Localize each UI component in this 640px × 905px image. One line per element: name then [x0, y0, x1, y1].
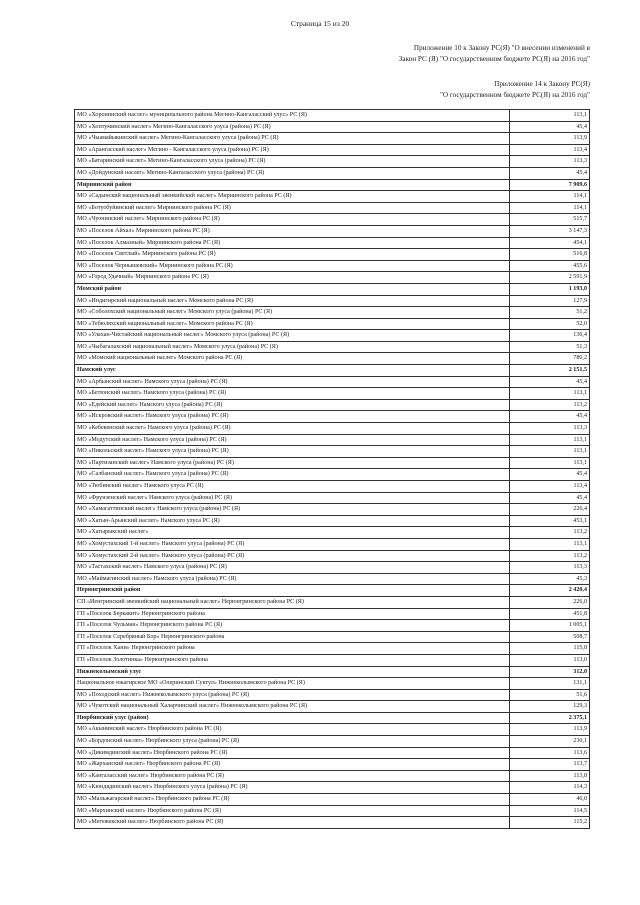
table-row: [75, 423, 590, 435]
table-group-row: [75, 365, 590, 377]
table-row: [75, 817, 590, 829]
table-row: [75, 446, 590, 458]
table-row: [75, 411, 590, 423]
amount-cell: 114,3: [510, 782, 590, 794]
amount-cell: 2 420,4: [510, 585, 590, 597]
municipality-name-cell: МО «Чыамайыкинский наслег» Мегино-Кангаласского улуса (района) РС (Я): [75, 133, 510, 145]
municipality-name-cell: МО «Кебекенский наслег» Намского улуса (района) РС (Я): [75, 423, 510, 435]
table-row: [75, 318, 590, 330]
amount-cell: 455,6: [510, 260, 590, 272]
table-row: [75, 504, 590, 516]
municipality-name-cell: МО «Поселок Алмазный» Мирнинского района РС (Я): [75, 237, 510, 249]
municipality-name-cell: МО «Чыбагалахский национальный наслег» Момского улуса (района) РС (Я): [75, 341, 510, 353]
table-row: [75, 399, 590, 411]
municipality-name-cell: МО «Улахан-Чистайский национальный наслег» Момского улуса (района) РС (Я): [75, 330, 510, 342]
table-row: [75, 330, 590, 342]
table-row: [75, 167, 590, 179]
municipality-name-cell: МО «Хоронинский наслег» муниципального района Мегино-Кангаласский улус» РС (Я): [75, 110, 510, 122]
municipality-name-cell: МО «Садынский национальный эвенкийский наслег» Мирнинского района РС (Я): [75, 191, 510, 203]
municipality-name-cell: ГП «Поселок Золотинка» Нерюнгринского района: [75, 654, 510, 666]
amount-cell: 113,8: [510, 770, 590, 782]
table-row: [75, 596, 590, 608]
table-row: [75, 794, 590, 806]
table-row: [75, 156, 590, 168]
table-row: [75, 573, 590, 585]
municipality-name-cell: МО «Партизанский наслег» Намского улуса (района) РС (Я): [75, 457, 510, 469]
table-row: [75, 121, 590, 133]
amount-cell: 113,1: [510, 388, 590, 400]
amount-cell: 131,1: [510, 678, 590, 690]
municipality-name-cell: МО «Жарханский наслег» Нюрбинского района РС (Я): [75, 759, 510, 771]
table-row: [75, 237, 590, 249]
municipality-name-cell: СП «Иенгринский эвенкийский национальный наслег» Нерюнгринского района РС (Я): [75, 596, 510, 608]
municipality-name-cell: МО «Дойдунский наслег» Мегино-Кангаласского улуса (района) РС (Я): [75, 167, 510, 179]
table-row: [75, 678, 590, 690]
table-row: [75, 249, 590, 261]
amount-cell: 115,8: [510, 643, 590, 655]
amount-cell: 113,9: [510, 724, 590, 736]
municipality-name-cell: МО «Батаринский наслег» Мегино-Кангаласского улуса (района) РС (Я): [75, 156, 510, 168]
amount-cell: 2 375,1: [510, 712, 590, 724]
municipality-name-cell: ГП «Поселок Хани» Нерюнгринского района: [75, 643, 510, 655]
appendix-header-1-line1: Приложение 10 к Закону РС(Я) "О внесении изменений в: [413, 44, 590, 52]
district-name-cell: Нерюнгринский район: [75, 585, 510, 597]
table-row: [75, 515, 590, 527]
municipality-name-cell: ГП «Поселок Чульман» Нерюнгринского района РС (Я): [75, 620, 510, 632]
table-row: [75, 701, 590, 713]
district-name-cell: Нюрбинский улус (район): [75, 712, 510, 724]
municipality-name-cell: МО «Маймагинский наслег» Намского улуса (района) РС (Я): [75, 573, 510, 585]
table-row: [75, 562, 590, 574]
municipality-name-cell: ГП «Поселок Серебряный Бор» Нерюнгринского района: [75, 631, 510, 643]
municipality-name-cell: МО «Искровский наслег» Намского улуса (района) РС (Я): [75, 411, 510, 423]
amount-cell: 45,4: [510, 376, 590, 388]
municipality-name-cell: МО «Походский наслег» Нижнеколымского улуса (района) РС (Я): [75, 689, 510, 701]
municipality-name-cell: МО «Фрунзенский наслег» Намского улуса (района) РС (Я): [75, 492, 510, 504]
amount-cell: 113,1: [510, 457, 590, 469]
appendix-header-1: [300, 43, 590, 64]
municipality-name-cell: МО «Арангасский наслег» Мегино - Кангаласского улуса (района) РС (Я): [75, 144, 510, 156]
table-row: [75, 133, 590, 145]
table-row: [75, 307, 590, 319]
municipality-name-cell: МО «Мархинский наслег» Нюрбинского района РС (Я): [75, 805, 510, 817]
municipality-name-cell: МО «Поселок Чернышевский» Мирнинского района РС (Я): [75, 260, 510, 272]
table-row: [75, 759, 590, 771]
amount-cell: 114,1: [510, 202, 590, 214]
amount-cell: 113,2: [510, 527, 590, 539]
amount-cell: 113,3: [510, 156, 590, 168]
table-group-row: [75, 712, 590, 724]
municipality-name-cell: МО «Мегежекский наслег» Нюрбинского района РС (Я): [75, 817, 510, 829]
municipality-name-cell: МО «Соболохский национальный наслег» Момского улуса (района) РС (Я): [75, 307, 510, 319]
municipality-name-cell: МО «Кангаласский наслег» Нюрбинского района РС (Я): [75, 770, 510, 782]
table-group-row: [75, 179, 590, 191]
budget-table: [74, 109, 590, 829]
appendix-header-2-line2: "О государственном бюджете РС(Я) на 2016 год": [439, 90, 590, 99]
table-row: [75, 736, 590, 748]
table-row: [75, 434, 590, 446]
amount-cell: 51,3: [510, 341, 590, 353]
table-row: [75, 481, 590, 493]
table-row: [75, 214, 590, 226]
table-row: [75, 805, 590, 817]
municipality-name-cell: МО «Мальжагарский наслег» Нюрбинского района РС (Я): [75, 794, 510, 806]
table-group-row: [75, 666, 590, 678]
amount-cell: 45,4: [510, 492, 590, 504]
amount-cell: 129,3: [510, 701, 590, 713]
amount-cell: 113,1: [510, 110, 590, 122]
district-name-cell: Мирнинский район: [75, 179, 510, 191]
appendix-header-2-line1: Приложение 14 к Закону РС(Я): [494, 80, 590, 88]
table-row: [75, 144, 590, 156]
municipality-name-cell: МО «Хомустахский 1-й наслег» Намского улуса (района) РС (Я): [75, 538, 510, 550]
municipality-name-cell: МО «Хамагаттинский наслег» Намского улуса (района) РС (Я): [75, 504, 510, 516]
municipality-name-cell: МО «Город Удачный» Мирнинского района РС (Я): [75, 272, 510, 284]
district-name-cell: Момский район: [75, 283, 510, 295]
amount-cell: 51,6: [510, 689, 590, 701]
municipality-name-cell: МО «Хатын-Арынский наслег» Намского улуса РС (Я): [75, 515, 510, 527]
district-name-cell: Нижнеколымский улус: [75, 666, 510, 678]
municipality-name-cell: МО «Хоптуминский наслег» Мегино-Кангаласского улуса (района) РС (Я): [75, 121, 510, 133]
amount-cell: 52,0: [510, 318, 590, 330]
municipality-name-cell: МО «Поселок Айхал» Мирнинского района РС (Я): [75, 225, 510, 237]
amount-cell: 516,8: [510, 249, 590, 261]
table-row: [75, 643, 590, 655]
table-row: [75, 260, 590, 272]
table-row: [75, 782, 590, 794]
table-row: [75, 202, 590, 214]
table-row: [75, 469, 590, 481]
municipality-name-cell: МО «Ботуобуйинский наслег» Мирнинского района РС (Я): [75, 202, 510, 214]
amount-cell: 1 005,1: [510, 620, 590, 632]
amount-cell: 230,1: [510, 736, 590, 748]
budget-table-body: [75, 110, 590, 829]
amount-cell: 113,7: [510, 759, 590, 771]
table-group-row: [75, 283, 590, 295]
amount-cell: 45,4: [510, 167, 590, 179]
amount-cell: 46,0: [510, 794, 590, 806]
amount-cell: 2 591,9: [510, 272, 590, 284]
municipality-name-cell: Национальное юкагирское МО «Олеринский Суктул» Нижнеколымского района РС (Я): [75, 678, 510, 690]
municipality-name-cell: МО «Момский национальный наслег» Момского района РС (Я): [75, 353, 510, 365]
table-row: [75, 538, 590, 550]
amount-cell: 113,1: [510, 434, 590, 446]
amount-cell: 114,1: [510, 191, 590, 203]
table-row: [75, 608, 590, 620]
amount-cell: 114,5: [510, 805, 590, 817]
amount-cell: 115,2: [510, 817, 590, 829]
table-row: [75, 689, 590, 701]
amount-cell: 127,9: [510, 295, 590, 307]
table-row: [75, 295, 590, 307]
amount-cell: 113,4: [510, 144, 590, 156]
table-group-row: [75, 585, 590, 597]
amount-cell: 312,0: [510, 666, 590, 678]
amount-cell: 113,9: [510, 133, 590, 145]
municipality-name-cell: МО «Дикимдинский наслег» Нюрбинского района РС (Я): [75, 747, 510, 759]
municipality-name-cell: ГП «Поселок Беркакит» Нерюнгринского района: [75, 608, 510, 620]
amount-cell: 130,4: [510, 330, 590, 342]
table-row: [75, 353, 590, 365]
amount-cell: 45,4: [510, 469, 590, 481]
amount-cell: 113,3: [510, 423, 590, 435]
municipality-name-cell: МО «Хомустахский 2-й наслег» Намского улуса (района) РС (Я): [75, 550, 510, 562]
municipality-name-cell: МО «Тастахский наслег» Намского улуса (района) РС (Я): [75, 562, 510, 574]
municipality-name-cell: МО «Чукотский национальный Халарчинский наслег» Нижнеколымского района РС (Я): [75, 701, 510, 713]
table-row: [75, 654, 590, 666]
municipality-name-cell: МО «Тюбинский наслег» Намского улуса РС (Я): [75, 481, 510, 493]
amount-cell: 51,2: [510, 307, 590, 319]
table-row: [75, 225, 590, 237]
municipality-name-cell: МО «Акынинский наслег» Нюрбинского района РС (Я): [75, 724, 510, 736]
amount-cell: 45,4: [510, 121, 590, 133]
amount-cell: 226,4: [510, 504, 590, 516]
table-row: [75, 620, 590, 632]
municipality-name-cell: МО «Бордонский наслег» Нюрбинского улуса (района) РС (Я): [75, 736, 510, 748]
amount-cell: 2 151,5: [510, 365, 590, 377]
district-name-cell: Намский улус: [75, 365, 510, 377]
municipality-name-cell: МО «Салбанский наслег» Намского улуса (района) РС (Я): [75, 469, 510, 481]
table-row: [75, 550, 590, 562]
municipality-name-cell: МО «Никольский наслег» Намского улуса (района) РС (Я): [75, 446, 510, 458]
municipality-name-cell: МО «Бетюнский наслег» Намского улуса (района) РС (Я): [75, 388, 510, 400]
table-row: [75, 110, 590, 122]
amount-cell: 515,7: [510, 214, 590, 226]
municipality-name-cell: МО «Поселок Светлый» Мирнинского района РС (Я): [75, 249, 510, 261]
municipality-name-cell: МО «Индигирский национальный наслег» Момского района РС (Я): [75, 295, 510, 307]
municipality-name-cell: МО «Тебюляхский национальный наслег» Момского района РС (Я): [75, 318, 510, 330]
municipality-name-cell: МО «Кюндядинский наслег» Нюрбинского улуса (района) РС (Я): [75, 782, 510, 794]
table-row: [75, 376, 590, 388]
amount-cell: 113,3: [510, 562, 590, 574]
appendix-header-2: [330, 79, 590, 100]
table-row: [75, 724, 590, 736]
municipality-name-cell: МО «Арбынский наслег» Намского улуса (района) РС (Я): [75, 376, 510, 388]
amount-cell: 1 193,0: [510, 283, 590, 295]
table-row: [75, 747, 590, 759]
municipality-name-cell: МО «Чуонинский наслег» Мирнинского района РС (Я): [75, 214, 510, 226]
amount-cell: 45,4: [510, 411, 590, 423]
table-row: [75, 191, 590, 203]
table-row: [75, 527, 590, 539]
amount-cell: 454,1: [510, 237, 590, 249]
page-number: Страница 15 из 20: [290, 19, 350, 28]
amount-cell: 453,1: [510, 515, 590, 527]
amount-cell: 113,1: [510, 538, 590, 550]
amount-cell: 3 147,3: [510, 225, 590, 237]
amount-cell: 780,2: [510, 353, 590, 365]
table-row: [75, 770, 590, 782]
appendix-header-1-line2: Закон РС (Я) "О государственном бюджете РС(Я) на 2016 год": [398, 54, 590, 63]
amount-cell: 113,0: [510, 654, 590, 666]
amount-cell: 113,2: [510, 399, 590, 411]
amount-cell: 508,7: [510, 631, 590, 643]
amount-cell: 113,1: [510, 446, 590, 458]
amount-cell: 113,4: [510, 481, 590, 493]
municipality-name-cell: МО «Модутский наслег» Намского улуса (района) РС (Я): [75, 434, 510, 446]
amount-cell: 113,6: [510, 747, 590, 759]
table-row: [75, 388, 590, 400]
table-row: [75, 631, 590, 643]
table-row: [75, 341, 590, 353]
amount-cell: 45,3: [510, 573, 590, 585]
amount-cell: 113,2: [510, 550, 590, 562]
amount-cell: 7 909,6: [510, 179, 590, 191]
amount-cell: 451,8: [510, 608, 590, 620]
table-row: [75, 272, 590, 284]
municipality-name-cell: МО «Едейский наслег» Намского улуса (района) РС (Я): [75, 399, 510, 411]
table-row: [75, 457, 590, 469]
amount-cell: 226,0: [510, 596, 590, 608]
table-row: [75, 492, 590, 504]
municipality-name-cell: МО «Хатырыкский наслег»: [75, 527, 510, 539]
